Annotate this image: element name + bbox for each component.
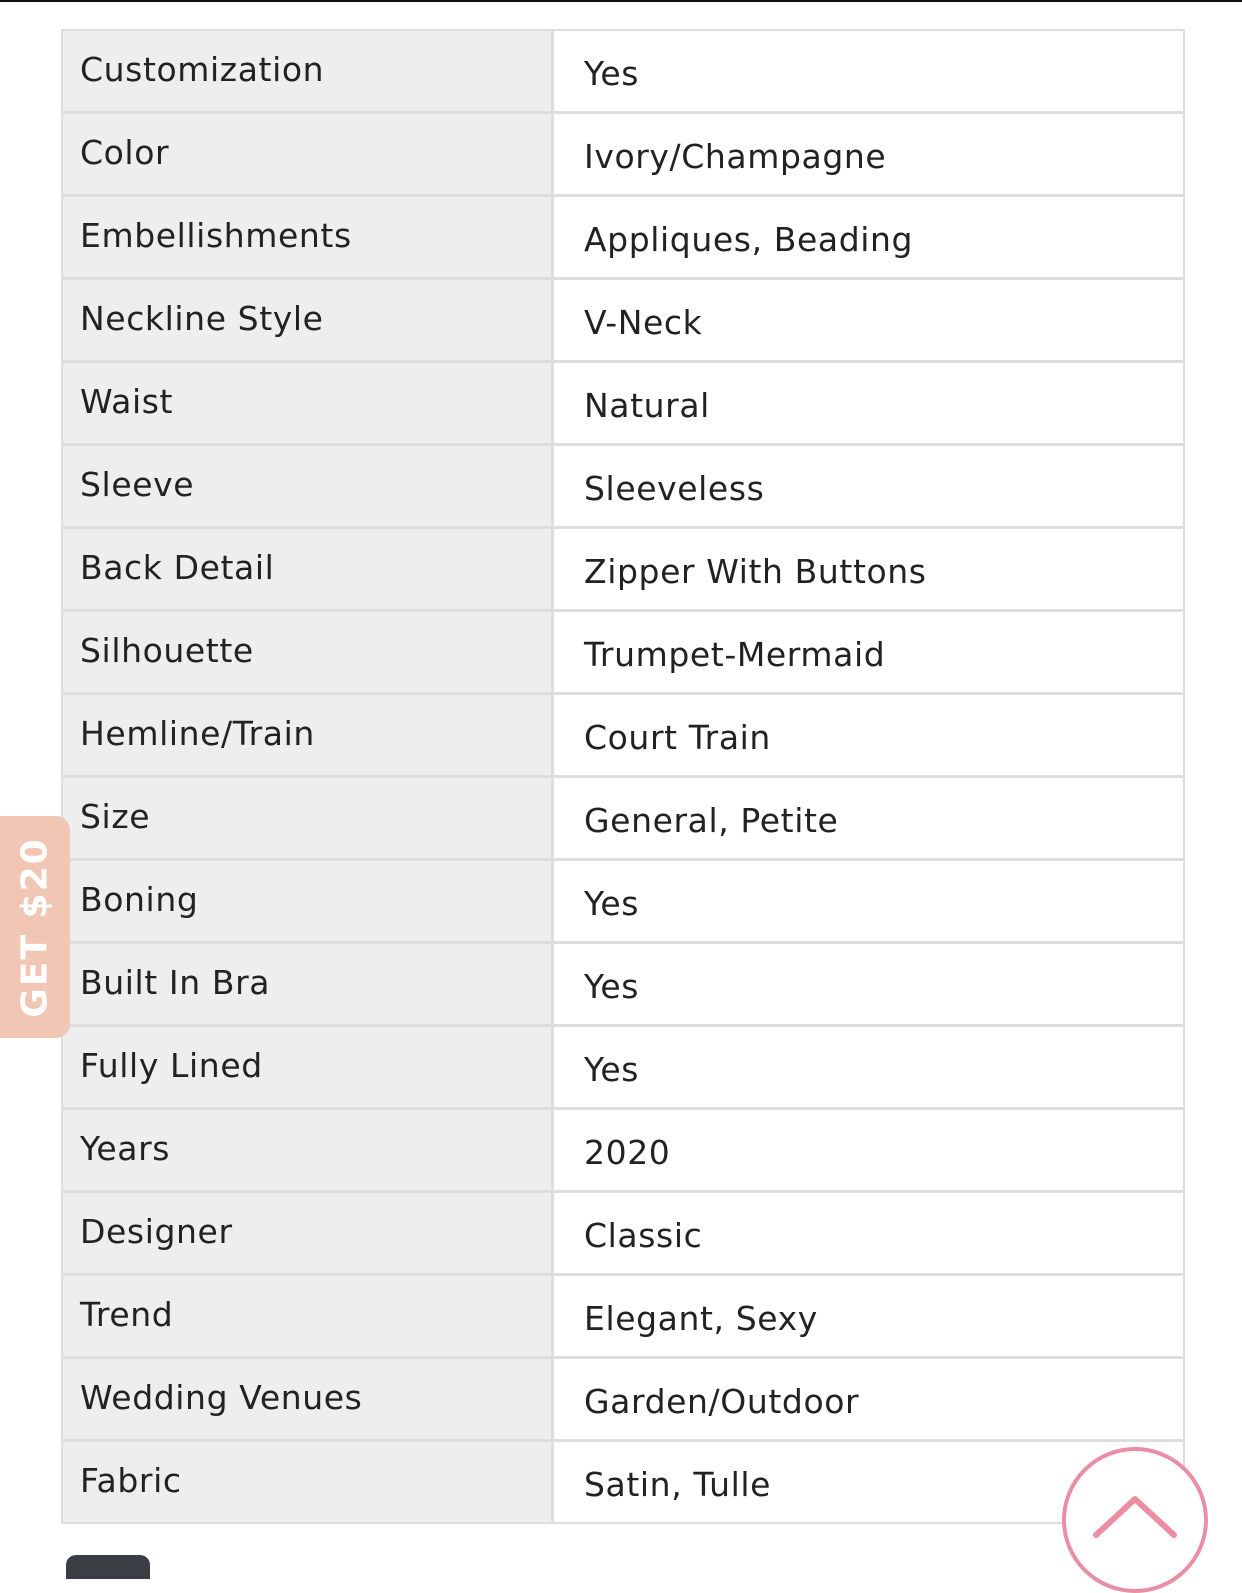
spec-value: Yes (554, 861, 1183, 941)
table-row (63, 1110, 1183, 1190)
spec-value: Classic (554, 1193, 1183, 1273)
spec-value: Elegant, Sexy (554, 1276, 1183, 1356)
table-row (63, 612, 1183, 692)
table-row (63, 861, 1183, 941)
spec-value: Appliques, Beading (554, 197, 1183, 277)
spec-label: Silhouette (63, 612, 551, 692)
spec-label: Built In Bra (63, 944, 551, 1024)
spec-value: Satin, Tulle (554, 1442, 1183, 1522)
table-row (63, 1276, 1183, 1356)
spec-label: Size (63, 778, 551, 858)
spec-label: Back Detail (63, 529, 551, 609)
table-row (63, 31, 1183, 111)
spec-label: Embellishments (63, 197, 551, 277)
table-row (63, 1442, 1183, 1522)
table-row (63, 1359, 1183, 1439)
spec-label: Designer (63, 1193, 551, 1273)
spec-value: Yes (554, 944, 1183, 1024)
spec-value: Trumpet-Mermaid (554, 612, 1183, 692)
spec-value: Sleeveless (554, 446, 1183, 526)
top-divider (0, 0, 1242, 2)
table-row (63, 1027, 1183, 1107)
spec-value: Ivory/Champagne (554, 114, 1183, 194)
spec-label: Color (63, 114, 551, 194)
get-discount-label: GET $20 (14, 836, 56, 1018)
chevron-up-icon (1092, 1493, 1178, 1539)
spec-value: Garden/Outdoor (554, 1359, 1183, 1439)
spec-value: Yes (554, 1027, 1183, 1107)
spec-value: Zipper With Buttons (554, 529, 1183, 609)
spec-label: Trend (63, 1276, 551, 1356)
table-row (63, 695, 1183, 775)
spec-value: Natural (554, 363, 1183, 443)
spec-label: Customization (63, 31, 551, 111)
spec-value: Court Train (554, 695, 1183, 775)
spec-label: Neckline Style (63, 280, 551, 360)
spec-value: General, Petite (554, 778, 1183, 858)
get-discount-tab[interactable] (0, 816, 70, 1038)
table-row (63, 1193, 1183, 1273)
table-row (63, 446, 1183, 526)
spec-value: 2020 (554, 1110, 1183, 1190)
spec-label: Fabric (63, 1442, 551, 1522)
spec-label: Hemline/Train (63, 695, 551, 775)
spec-label: Years (63, 1110, 551, 1190)
table-row (63, 114, 1183, 194)
table-row (63, 529, 1183, 609)
spec-value: V-Neck (554, 280, 1183, 360)
product-specifications-table (60, 28, 1186, 1525)
bottom-toolbar-tab[interactable] (66, 1555, 150, 1579)
spec-value: Yes (554, 31, 1183, 111)
table-row (63, 363, 1183, 443)
spec-label: Waist (63, 363, 551, 443)
spec-label: Wedding Venues (63, 1359, 551, 1439)
scroll-to-top-button[interactable] (1062, 1447, 1208, 1593)
table-row (63, 197, 1183, 277)
spec-label: Fully Lined (63, 1027, 551, 1107)
spec-label: Sleeve (63, 446, 551, 526)
table-row (63, 280, 1183, 360)
spec-label: Boning (63, 861, 551, 941)
table-row (63, 944, 1183, 1024)
table-row (63, 778, 1183, 858)
